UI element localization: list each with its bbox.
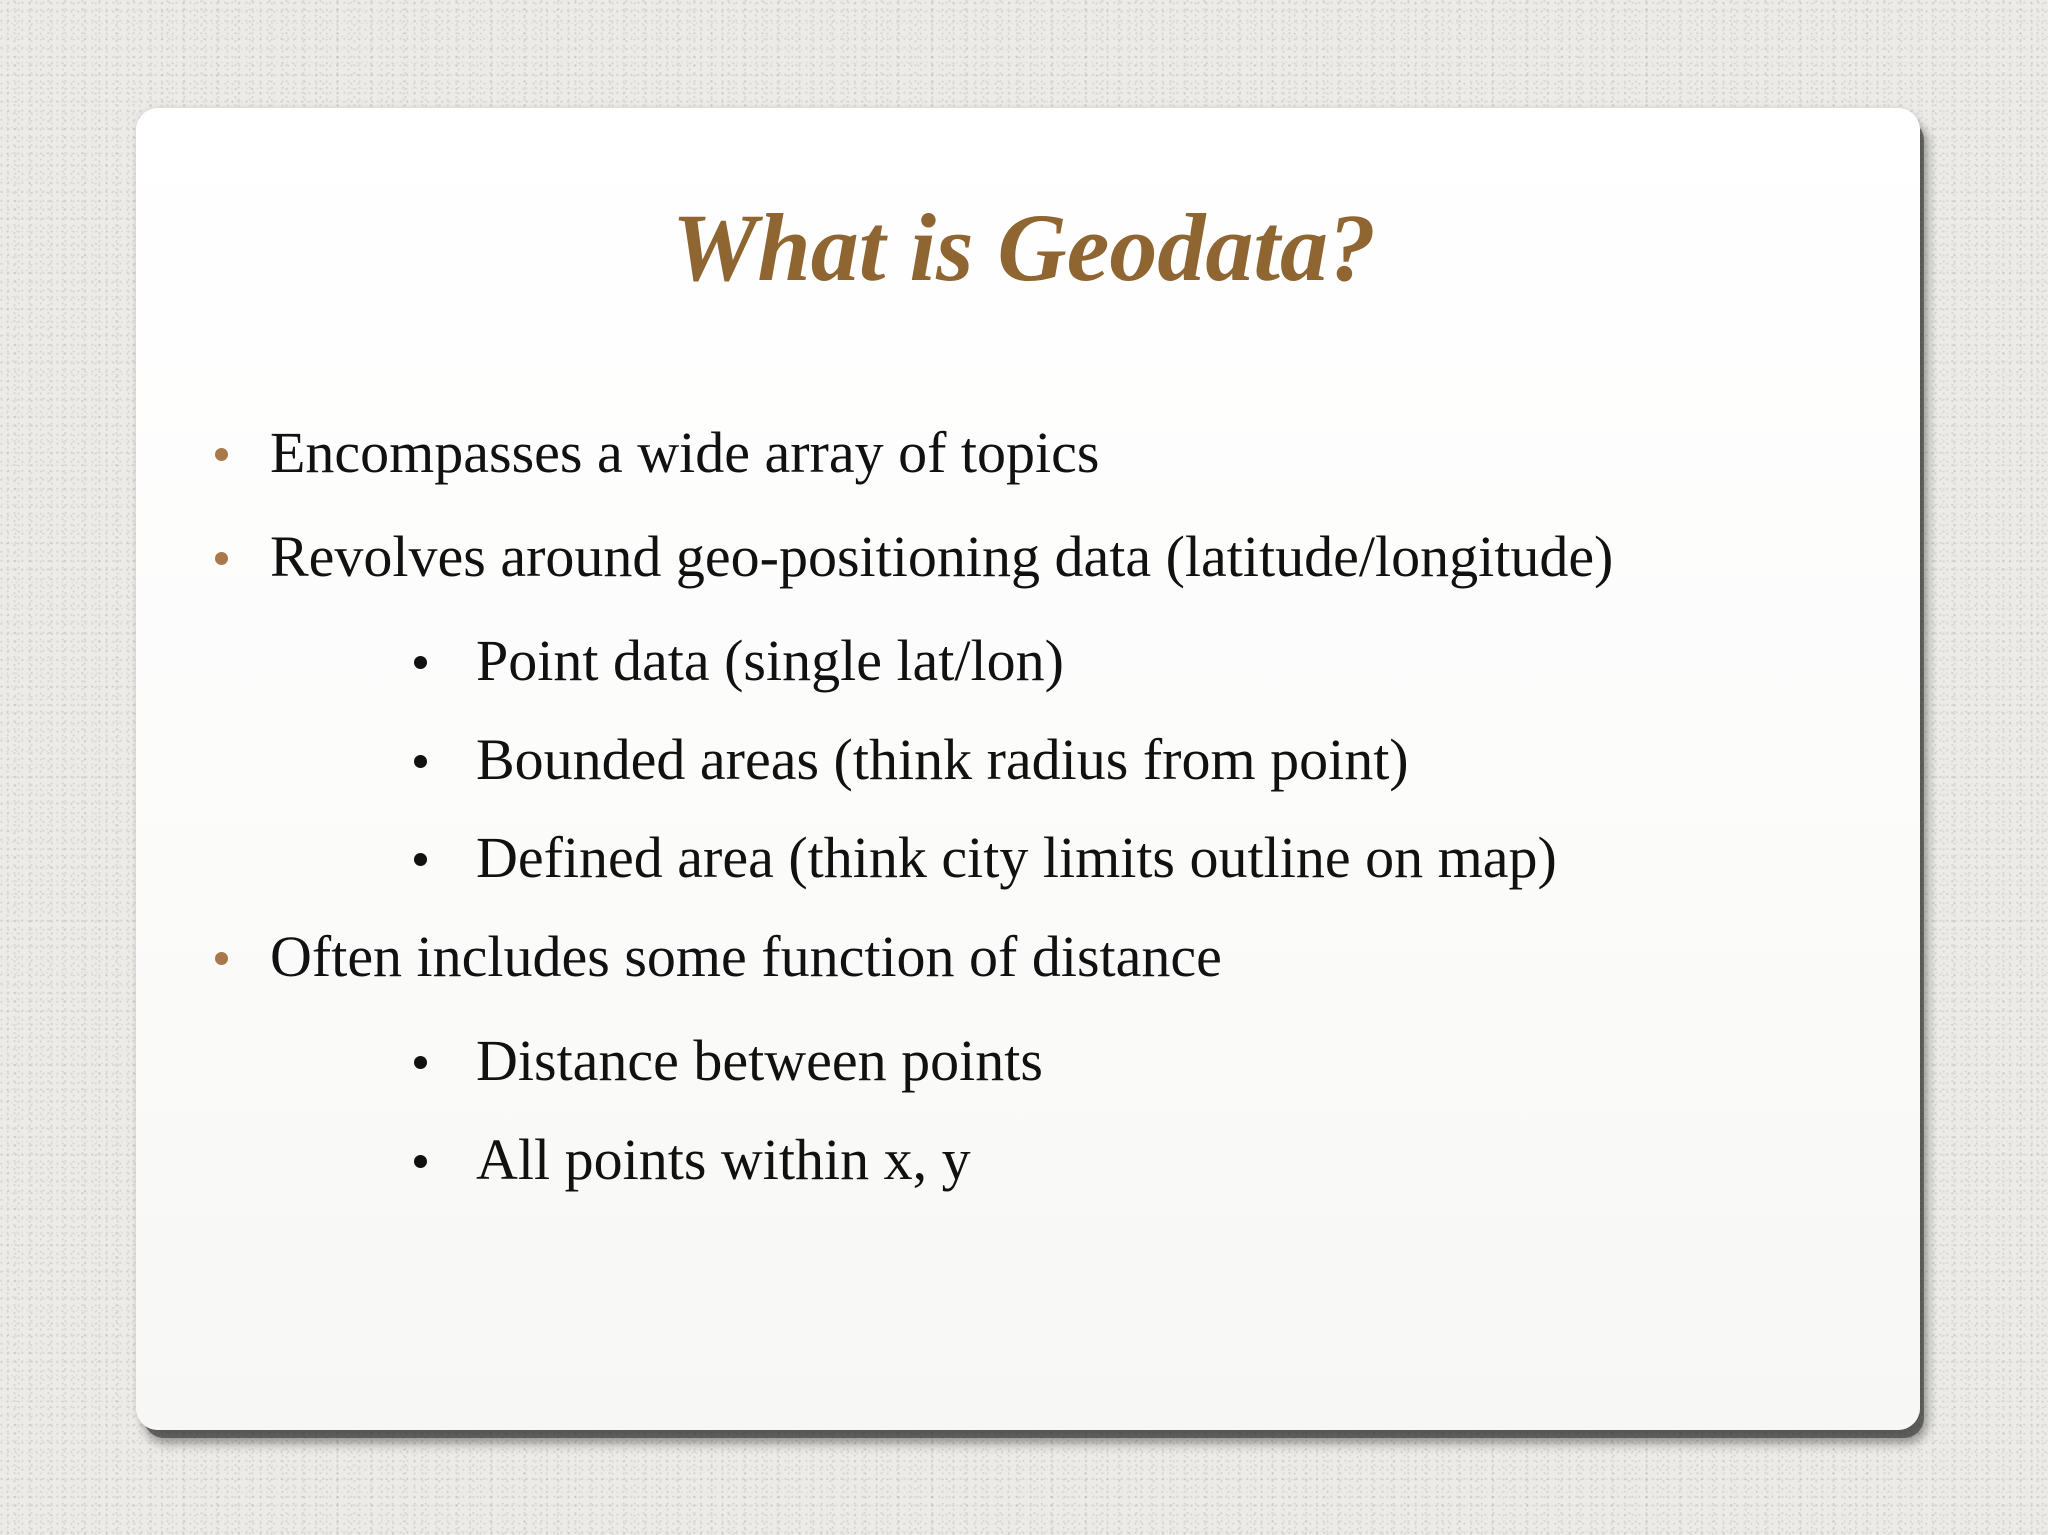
bullet-marker	[215, 552, 228, 565]
bullet-item: Encompasses a wide array of topics	[270, 420, 1100, 485]
slide-title: What is Geodata?	[671, 194, 1377, 301]
sub-bullet-marker	[414, 1155, 427, 1168]
sub-bullet-item: Distance between points	[476, 1028, 1043, 1093]
bullet-item: Often includes some function of distance	[270, 924, 1222, 989]
sub-bullet-marker	[414, 656, 427, 669]
sub-bullet-item: All points within x, y	[476, 1127, 971, 1192]
sub-bullet-item: Point data (single lat/lon)	[476, 628, 1064, 693]
bullet-item: Revolves around geo-positioning data (latitude/longitude)	[270, 524, 1614, 589]
sub-bullet-marker	[414, 853, 427, 866]
sub-bullet-item: Defined area (think city limits outline on map)	[476, 825, 1557, 890]
sub-bullet-marker	[414, 1056, 427, 1069]
bullet-marker	[215, 448, 228, 461]
bullet-marker	[215, 952, 228, 965]
sub-bullet-item: Bounded areas (think radius from point)	[476, 727, 1409, 792]
sub-bullet-marker	[414, 755, 427, 768]
